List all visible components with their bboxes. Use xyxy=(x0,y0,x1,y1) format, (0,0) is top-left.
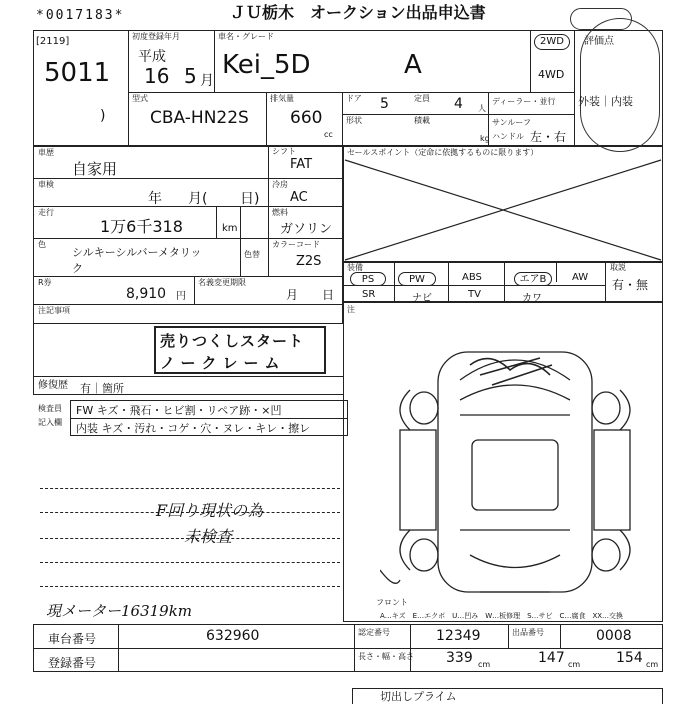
doors-label: ドア xyxy=(346,94,362,103)
displacement: 660 xyxy=(290,108,323,128)
divider xyxy=(33,648,663,649)
first-reg-label: 初度登録年月 xyxy=(132,32,180,41)
divider xyxy=(33,276,343,277)
divider xyxy=(33,304,343,305)
handwritten-meter: 現メーター16319km xyxy=(46,602,193,620)
fuel-label: 燃料 xyxy=(272,208,288,217)
ext-int-label: 外装｜内装 xyxy=(578,95,633,108)
width: 147 xyxy=(538,650,565,666)
evaluation-label: 評価点 xyxy=(584,36,614,47)
height: 154 xyxy=(616,650,643,666)
insp-year-unit: 年 xyxy=(148,191,162,207)
width-unit: cm xyxy=(568,660,581,669)
cert-label: 認定番号 xyxy=(358,628,390,637)
manual-value: 有・無 xyxy=(612,278,649,292)
cert-number: 12349 xyxy=(436,628,481,644)
equipment-label: 装備 xyxy=(347,263,363,272)
inspector-label-1: 検査員 xyxy=(38,404,62,413)
drive-2wd: 2WD xyxy=(534,34,570,50)
repair-value: 有｜箇所 xyxy=(80,382,124,395)
divider xyxy=(70,418,348,419)
recycle-day: 日 xyxy=(322,288,335,302)
divider xyxy=(342,92,343,146)
drive-4wd: 4WD xyxy=(538,68,565,81)
model-label: 型式 xyxy=(132,94,148,103)
inspection-label: 車検 xyxy=(38,180,54,189)
displacement-label: 排気量 xyxy=(270,94,294,103)
divider xyxy=(574,30,575,146)
diagram-label: 注 xyxy=(347,305,355,314)
shape-label: 形状 xyxy=(346,116,362,125)
km-unit: km xyxy=(222,223,238,234)
first-reg-year: 16 xyxy=(144,64,170,88)
divider xyxy=(194,276,195,304)
inspect-row-2: 内装 キズ・汚れ・コゲ・穴・ヌレ・キレ・擦レ xyxy=(76,422,311,435)
mileage: 1万6千318 xyxy=(100,217,183,236)
divider xyxy=(556,262,557,282)
divider xyxy=(343,324,344,394)
inspector-label-2: 記入欄 xyxy=(38,418,62,427)
length-unit: cm xyxy=(478,660,491,669)
front-label: フロント xyxy=(376,598,408,607)
divider xyxy=(560,624,561,648)
vehicle-name: Kei_5D xyxy=(222,50,311,80)
damage-legend: A…キズ E…エクボ U…凹み W…板修理 S…サビ C…腐食 XX…交換 xyxy=(380,612,624,620)
divider xyxy=(128,92,574,93)
era: 平成 xyxy=(138,49,166,65)
model-value: CBA-HN22S xyxy=(150,108,249,128)
month-unit: 月 xyxy=(200,73,214,89)
equip-navi: ナビ xyxy=(412,293,432,304)
dims-label: 長さ・幅・高さ xyxy=(358,652,414,661)
divider xyxy=(214,30,215,92)
divider xyxy=(394,262,395,302)
evaluation-circle xyxy=(580,18,660,152)
form-title: ＪＵ栃木 オークション出品申込書 xyxy=(230,3,486,22)
recycle-label: R券 xyxy=(38,278,52,287)
divider xyxy=(268,146,269,276)
repair-label: 修復歴 xyxy=(38,380,68,391)
car-type-label: 車歴 xyxy=(38,148,54,157)
stamp-line1: 売りつくしスタート xyxy=(160,332,305,350)
handle-label: ハンドル xyxy=(492,132,524,141)
equip-tv: TV xyxy=(468,289,481,300)
insp-day-unit: 日) xyxy=(240,191,260,207)
sales-point-cross xyxy=(343,158,663,262)
chassis-number: 632960 xyxy=(206,628,260,644)
divider xyxy=(128,30,129,146)
vehicle-grade: A xyxy=(404,50,422,80)
insp-month-unit: 月( xyxy=(188,191,208,207)
divider xyxy=(33,238,343,239)
handwritten-note-2: 未検査 xyxy=(184,527,233,546)
mileage-label: 走行 xyxy=(38,208,54,217)
equip-leather: カワ xyxy=(522,293,542,304)
divider xyxy=(33,324,34,394)
divider xyxy=(410,624,411,672)
divider xyxy=(118,624,119,672)
dealer-no: 0008 xyxy=(596,628,632,644)
sunroof-label: サンルーフ xyxy=(492,118,531,127)
divider xyxy=(508,624,509,648)
fuel-value: ガソリン xyxy=(280,222,333,237)
color-name-1: シルキーシルバーメタリッ xyxy=(72,246,202,259)
capacity: 4 xyxy=(454,96,463,112)
divider xyxy=(240,238,241,276)
equip-pw: PW xyxy=(398,272,436,286)
color-name-2: ク xyxy=(72,262,83,275)
dealer-no-label: 出品番号 xyxy=(512,628,544,637)
first-reg-month: 5 xyxy=(184,64,197,88)
ac-value: AC xyxy=(290,190,308,205)
divider xyxy=(216,206,217,238)
color-label: 色 xyxy=(38,240,46,249)
shift-label: シフト xyxy=(272,147,296,156)
divider xyxy=(40,488,340,489)
height-unit: cm xyxy=(646,660,659,669)
reg-label: 登録番号 xyxy=(48,656,97,670)
equip-aw: AW xyxy=(572,272,589,283)
load-label: 積載 xyxy=(414,116,430,125)
manual-label: 取説 xyxy=(610,263,626,272)
doors: 5 xyxy=(380,96,389,112)
recycle-month: 月 xyxy=(286,288,299,302)
notes-label: 注記事項 xyxy=(38,306,70,315)
shift-value: FAT xyxy=(290,157,313,172)
side-mark: ) xyxy=(100,108,106,124)
divider xyxy=(448,262,449,302)
divider xyxy=(240,206,241,238)
handwritten-note-1: F回り現状の為 xyxy=(156,501,264,520)
equip-sr: SR xyxy=(362,289,376,300)
vehicle-name-label: 車名・グレード xyxy=(218,32,274,41)
divider xyxy=(504,262,505,302)
equip-ps: PS xyxy=(350,272,386,286)
inspect-row-1: FW キズ・飛石・ヒビ割・リペア跡・×凹 xyxy=(76,404,282,417)
dealer-label: ディーラー・並行 xyxy=(492,97,556,106)
lot-number: 5011 xyxy=(44,58,111,88)
divider xyxy=(33,394,343,395)
serial-number: *0017183* xyxy=(36,8,125,23)
color-code-label: カラーコード xyxy=(272,240,320,249)
recycle-amount: 8,910 xyxy=(126,286,167,302)
divider xyxy=(40,562,340,563)
ac-label: 冷房 xyxy=(272,180,288,189)
divider xyxy=(530,30,531,92)
divider xyxy=(266,92,267,146)
divider xyxy=(605,262,606,302)
divider xyxy=(488,92,489,146)
name-change-label: 名義変更期限 xyxy=(198,278,246,287)
car-type: 自家用 xyxy=(72,160,118,178)
capacity-label: 定員 xyxy=(414,94,430,103)
length: 339 xyxy=(446,650,473,666)
car-diagram xyxy=(380,330,650,610)
handle-value: 左・右 xyxy=(530,130,567,144)
divider xyxy=(354,624,355,672)
color-code: Z2S xyxy=(296,254,322,269)
recycle-unit: 円 xyxy=(176,291,186,302)
load-unit: kg xyxy=(480,134,490,143)
chassis-label: 車台番号 xyxy=(48,632,97,646)
capacity-unit: 人 xyxy=(478,104,486,113)
color-change-label: 色替 xyxy=(244,250,260,259)
divider xyxy=(33,376,343,377)
footer-text: 切出しプライム xyxy=(380,690,457,703)
equip-abs: ABS xyxy=(462,272,482,283)
sales-point-label: セールスポイント（定命に依拠するものに限ります） xyxy=(347,148,539,157)
code-label: [2119] xyxy=(36,36,70,47)
equip-airbag: エアB xyxy=(514,272,552,286)
cc-unit: cc xyxy=(324,130,333,139)
divider xyxy=(40,586,340,587)
stamp-line2: ノークレーム xyxy=(160,354,286,372)
divider xyxy=(342,114,574,115)
